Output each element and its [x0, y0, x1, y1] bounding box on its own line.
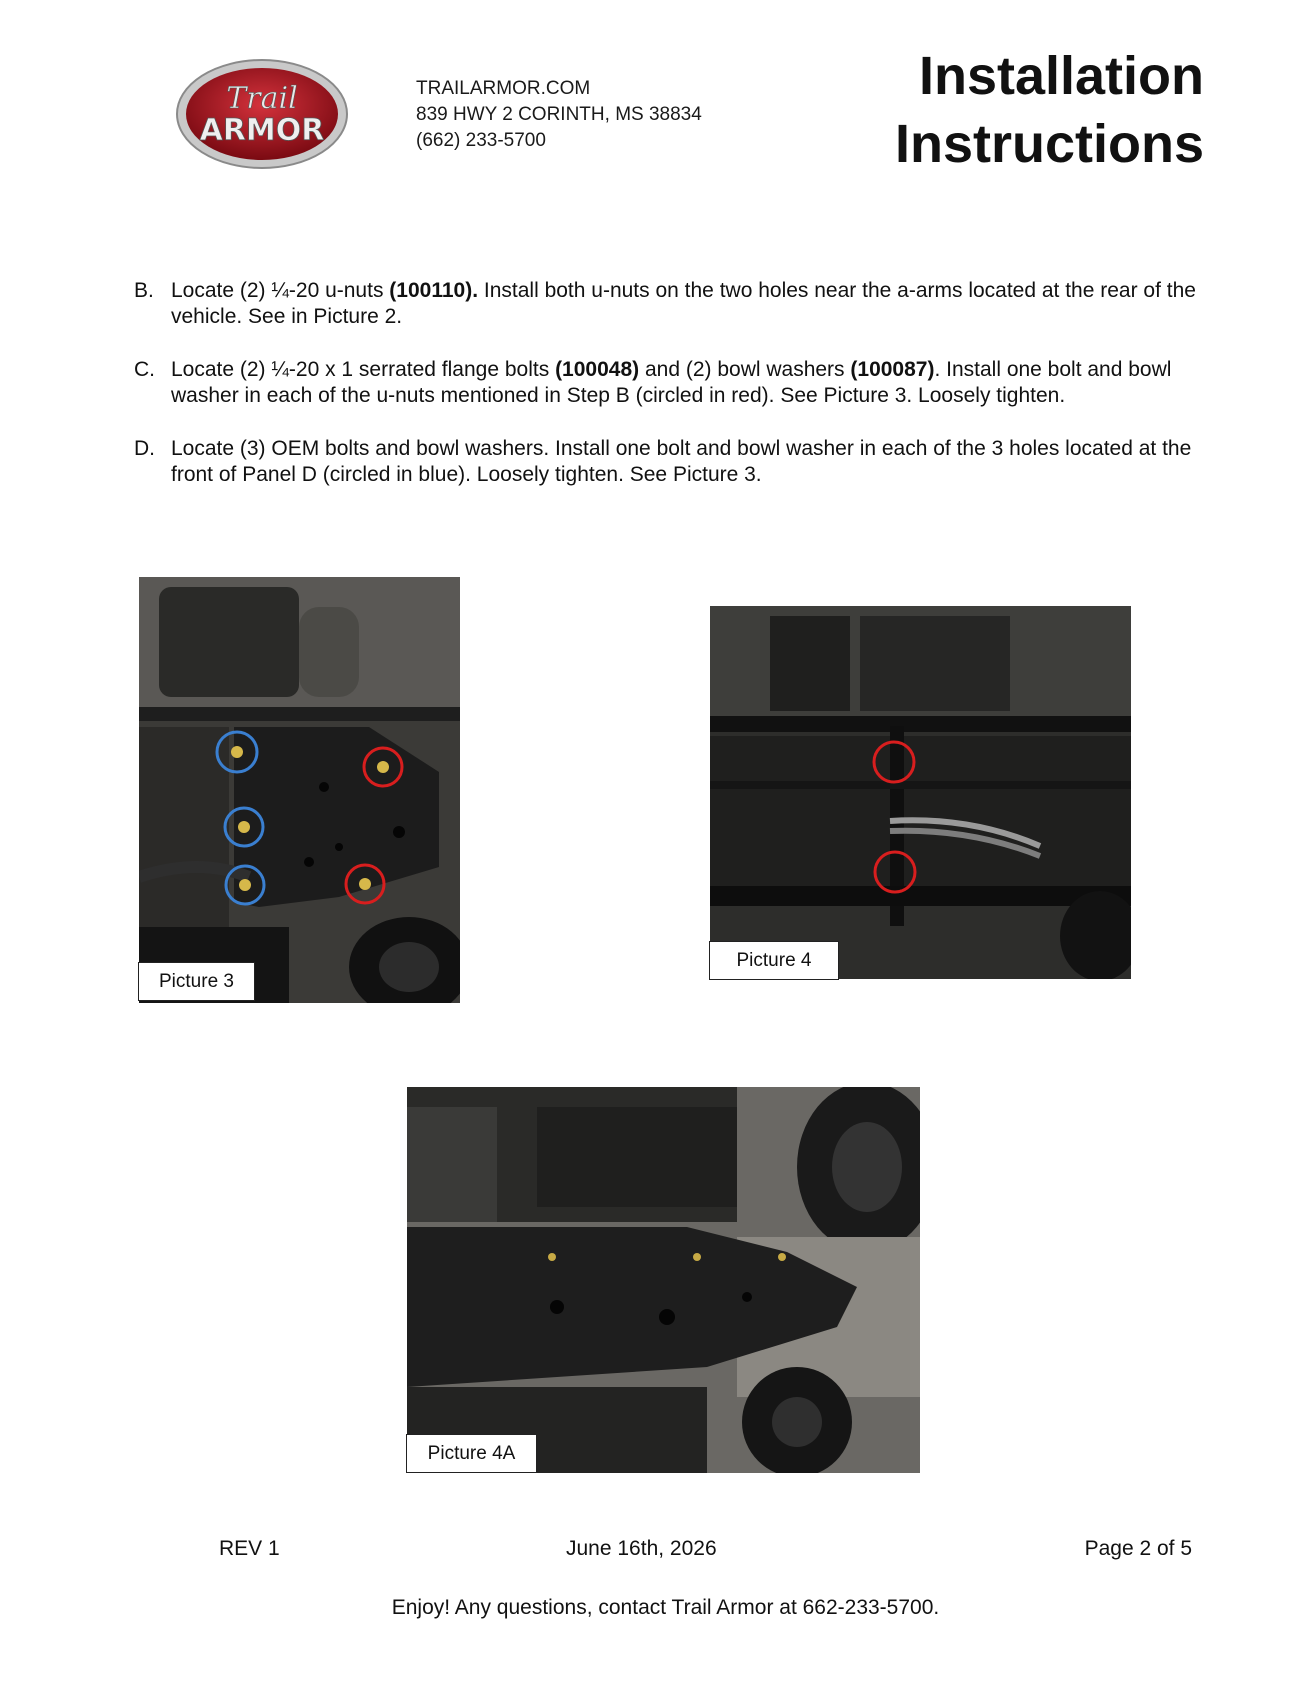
picture-4-photo	[710, 606, 1131, 979]
picture-4a-photo	[407, 1087, 920, 1473]
company-website: TRAILARMOR.COM	[416, 78, 591, 99]
trail-armor-logo	[175, 58, 350, 170]
part-number: (100048)	[555, 358, 640, 381]
instruction-steps	[134, 278, 1204, 515]
page-title	[895, 42, 1204, 178]
company-phone: (662) 233-5700	[416, 130, 546, 151]
step-b	[134, 278, 1204, 330]
picture-3-caption: Picture 3	[138, 962, 255, 1001]
step-c	[134, 357, 1204, 409]
picture-4a-caption: Picture 4A	[406, 1434, 537, 1473]
step-text: and (2) bowl washers	[639, 358, 851, 381]
company-address: 839 HWY 2 CORINTH, MS 38834	[416, 104, 702, 125]
footer-date: June 16th, 2026	[566, 1537, 717, 1560]
step-letter: C.	[134, 358, 155, 381]
step-text: Locate (2) ¼-20 x 1 serrated flange bolts	[171, 358, 556, 381]
svg-text:ARMOR: ARMOR	[199, 113, 325, 148]
svg-text:Trail: Trail	[226, 81, 298, 116]
title-line-1: Installation	[918, 46, 1204, 106]
step-text: Locate (2) ¼-20 u-nuts	[171, 279, 390, 302]
picture-4-caption: Picture 4	[709, 941, 839, 980]
step-letter: B.	[134, 279, 154, 302]
part-number: (100087)	[850, 358, 935, 381]
footer-revision: REV 1	[219, 1537, 280, 1560]
footer-contact: Enjoy! Any questions, contact Trail Armor at 662-233-5700.	[391, 1596, 940, 1619]
step-d	[134, 436, 1204, 488]
part-number: (100110).	[389, 279, 479, 302]
step-text: . Install one bolt and bowl washer in each of the u-nuts mentioned in Step B (circled in red). See Picture 3. Loosely tighten.	[171, 358, 1172, 407]
picture-3-photo	[139, 577, 460, 1003]
company-info	[416, 76, 702, 154]
title-line-2: Instructions	[894, 114, 1204, 174]
step-text: Install both u-nuts on the two holes near the a-arms located at the rear of the vehicle. See in Picture 2.	[171, 279, 1196, 328]
step-letter: D.	[134, 437, 155, 460]
step-text: Locate (3) OEM bolts and bowl washers. Install one bolt and bowl washer in each of the 3 holes located at the front of Panel D (circled in blue). Loosely tighten. See Picture 3.	[171, 437, 1192, 486]
footer-page-number: Page 2 of 5	[1084, 1537, 1192, 1560]
